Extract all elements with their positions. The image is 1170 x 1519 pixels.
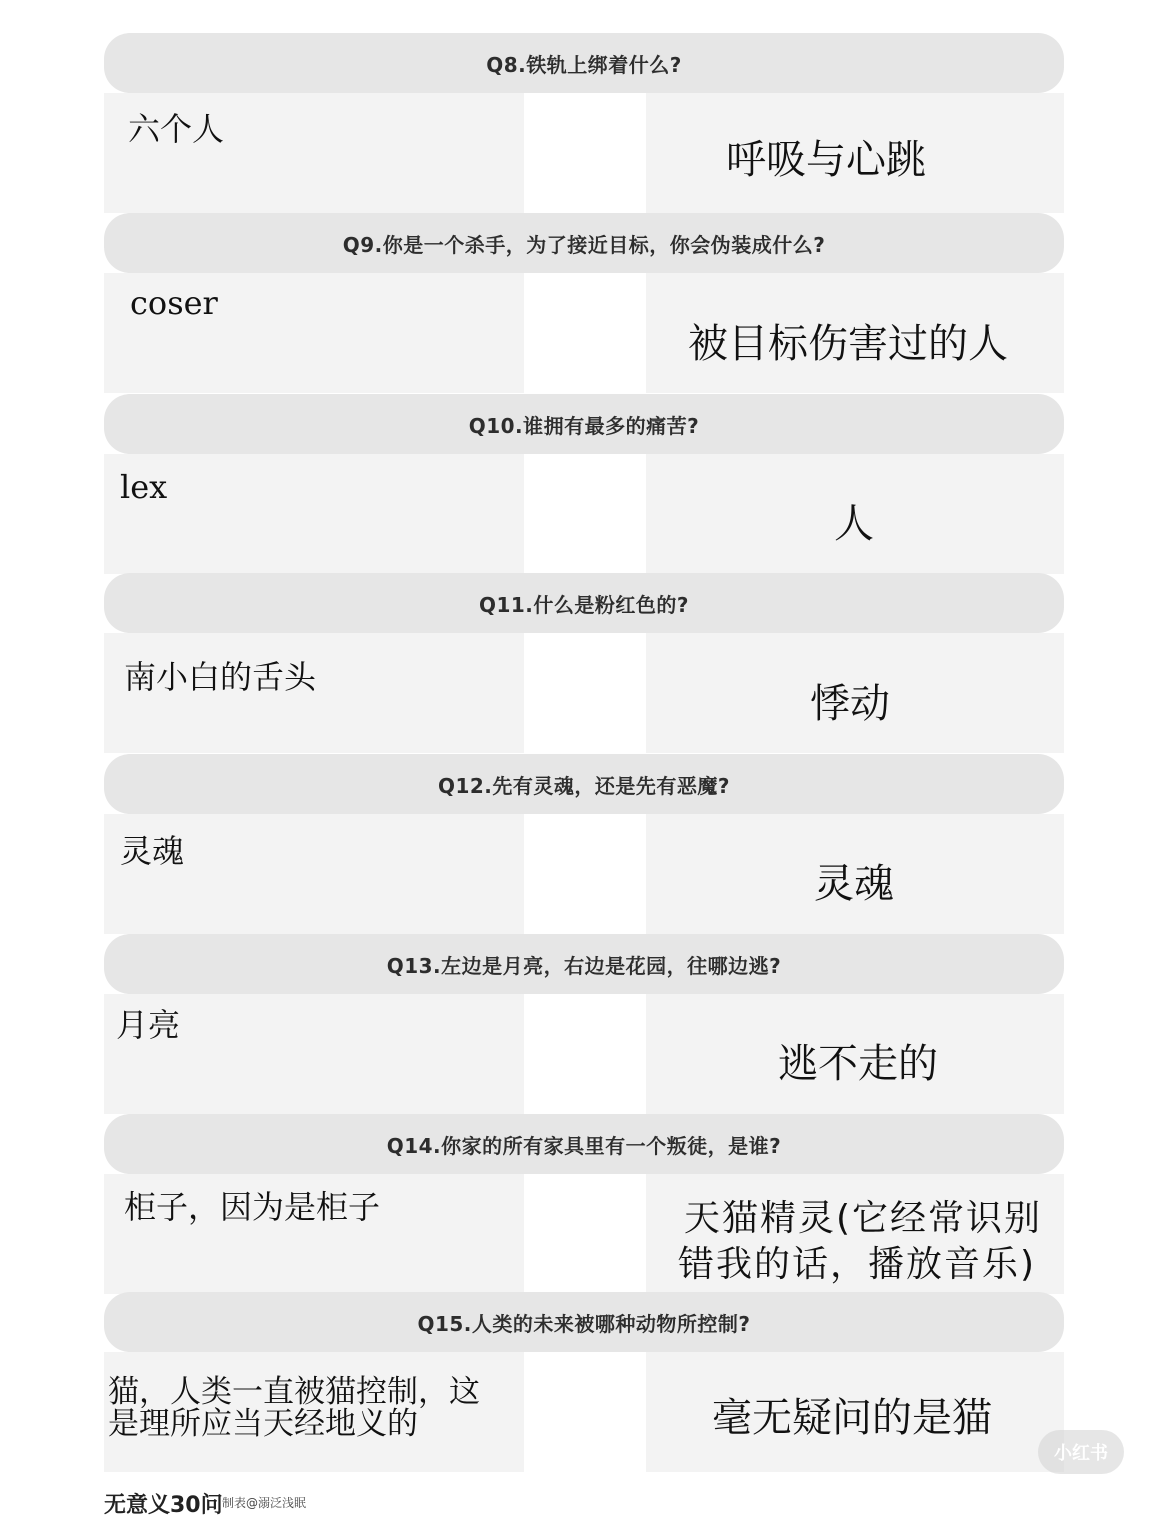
left-answer-q11: 南小白的舌头 xyxy=(124,658,317,696)
left-answer-q13: 月亮 xyxy=(116,1006,181,1044)
left-answer-q9: coser xyxy=(130,284,218,322)
question-bar xyxy=(104,1114,1064,1174)
question-text: Q11.什么是粉红色的? xyxy=(478,592,690,617)
question-text: Q9.你是一个杀手，为了接近目标，你会伪装成什么? xyxy=(342,232,826,257)
left-answer-q15-line1: 猫，人类一直被猫控制，这 xyxy=(108,1374,480,1410)
right-answer-q11: 悸动 xyxy=(810,681,890,727)
question-text: Q15.人类的未来被哪种动物所控制? xyxy=(417,1311,751,1336)
question-bar xyxy=(104,934,1064,994)
question-text: Q14.你家的所有家具里有一个叛徒，是谁? xyxy=(386,1133,782,1158)
right-answer-q8: 呼吸与心跳 xyxy=(726,137,926,183)
right-answer-q14-line2: 错我的话，播放音乐) xyxy=(678,1244,1037,1285)
left-answer-q12: 灵魂 xyxy=(120,832,185,870)
right-answer-q15: 毫无疑问的是猫 xyxy=(712,1395,992,1441)
right-answer-q12: 灵魂 xyxy=(814,861,894,907)
question-bar xyxy=(104,33,1064,93)
left-answer-q8: 六个人 xyxy=(128,110,225,148)
right-answer-q13: 逃不走的 xyxy=(778,1041,938,1087)
question-text: Q10.谁拥有最多的痛苦? xyxy=(468,413,700,438)
right-answer-q14-line1: 天猫精灵(它经常识别 xyxy=(684,1198,1043,1239)
question-text: Q12.先有灵魂，还是先有恶魔? xyxy=(437,773,731,798)
footer-subtitle: 制表@溺泛浅眠 xyxy=(222,1496,307,1510)
footer-title: 无意义30问 xyxy=(104,1493,223,1518)
left-answer-q15-line2: 是理所应当天经地义的 xyxy=(108,1406,418,1442)
question-bar xyxy=(104,213,1064,273)
left-answer-q14: 柜子，因为是柜子 xyxy=(124,1188,381,1226)
question-bar xyxy=(104,573,1064,633)
question-bar xyxy=(104,394,1064,454)
right-answer-q9: 被目标伤害过的人 xyxy=(688,321,1008,367)
right-answer-q10: 人 xyxy=(834,501,874,547)
question-bar xyxy=(104,754,1064,814)
question-text: Q13.左边是月亮，右边是花园，往哪边逃? xyxy=(386,953,782,978)
xiaohongshu-watermark: 小红书 xyxy=(1038,1430,1124,1474)
question-text: Q8.铁轨上绑着什么? xyxy=(486,52,682,77)
question-bar xyxy=(104,1292,1064,1352)
left-answer-q10: lex xyxy=(120,468,168,506)
